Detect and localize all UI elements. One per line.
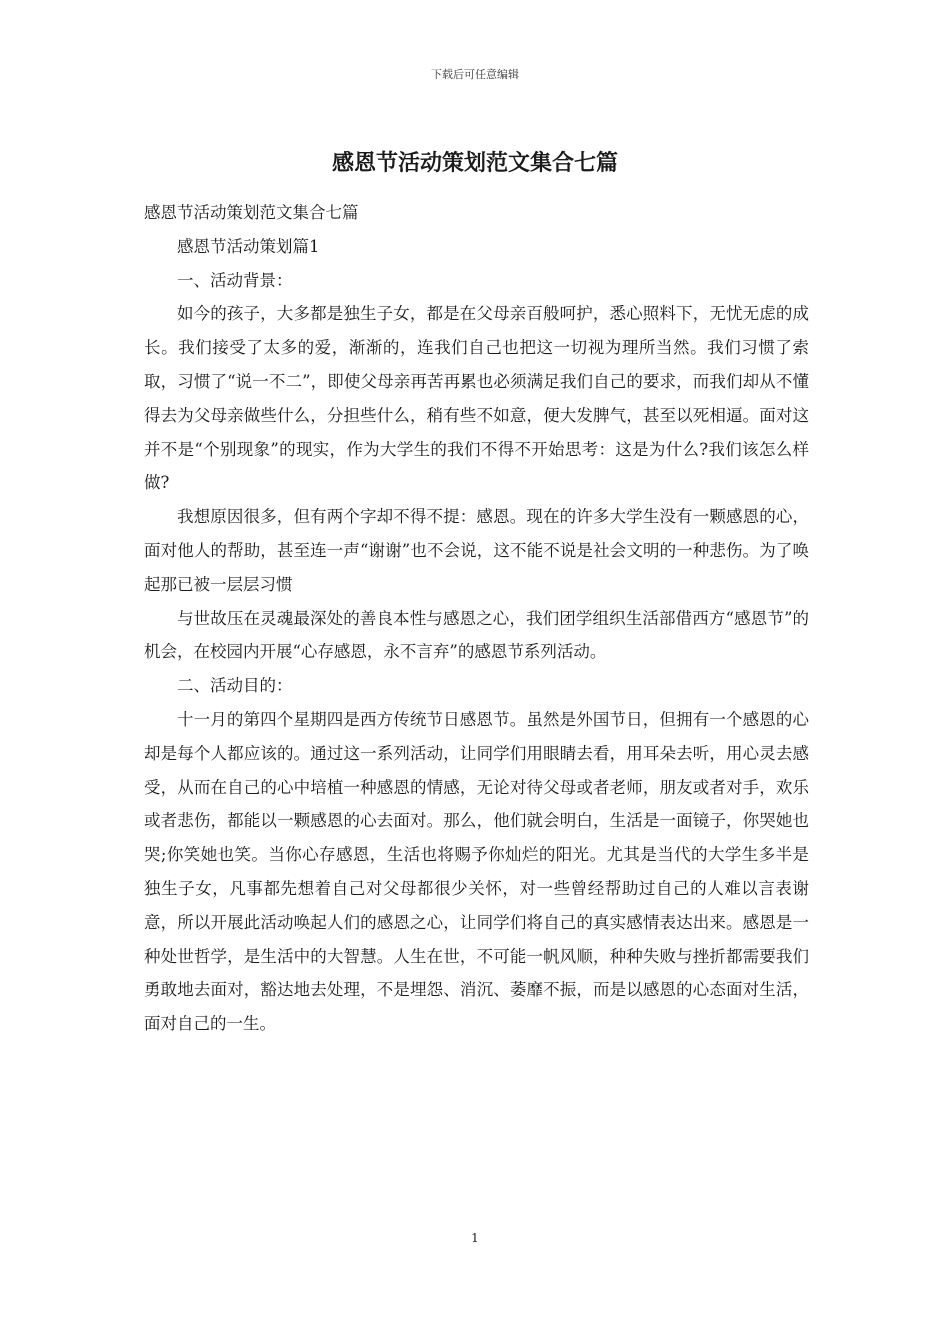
paragraph: 我想原因很多，但有两个字却不得不提：感恩。现在的许多大学生没有一颗感恩的心，面对他人的帮助，甚至连一声“谢谢”也不会说，这不能不说是社会文明的一种悲伤。为了唤起那已被一层层习惯 [144, 507, 809, 594]
document-title: 感恩节活动策划范文集合七篇 [331, 150, 618, 176]
section-heading: 一、活动背景： [177, 270, 293, 290]
page-number: 1 [471, 1231, 479, 1245]
subtitle-line: 感恩节活动策划范文集合七篇 [144, 203, 359, 222]
section-heading: 二、活动目的： [177, 676, 293, 696]
document-body [144, 196, 809, 1041]
header-note: 下载后可任意编辑 [431, 68, 519, 81]
paragraph: 如今的孩子，大多都是独生子女，都是在父母亲百般呵护，悉心照料下，无忧无虑的成长。我们接受了太多的爱，渐渐的，连我们自己也把这一切视为理所当然。我们习惯了索取，习惯了“说一不二”，即使父母亲再苦再累也必须满足我们自己的要求，而我们却从不懂得去为父母亲做些什么，分担些什么，稍有些不如意，便大发脾气，甚至以死相逼。面对这并不是“个别现象”的现实，作为大学生的我们不得不开始思考：这是为什么?我们该怎么样做? [144, 304, 809, 493]
section-heading: 感恩节活动策划篇1 [177, 236, 320, 256]
paragraph: 与世故压在灵魂最深处的善良本性与感恩之心，我们团学组织生活部借西方“感恩节”的机会，在校园内开展“心存感恩，永不言弃”的感恩节系列活动。 [144, 608, 809, 662]
paragraph: 十一月的第四个星期四是西方传统节日感恩节。虽然是外国节日，但拥有一个感恩的心却是每个人都应该的。通过这一系列活动，让同学们用眼睛去看，用耳朵去听，用心灵去感受，从而在自己的心中培植一种感恩的情感，无论对待父母或者老师，朋友或者对手，欢乐或者悲伤，都能以一颗感恩的心去面对。那么，他们就会明白，生活是一面镜子，你哭她也哭;你笑她也笑。当你心存感恩，生活也将赐予你灿烂的阳光。尤其是当代的大学生多半是独生子女，凡事都先想着自己对父母都很少关怀，对一些曾经帮助过自己的人难以言表谢意，所以开展此活动唤起人们的感恩之心，让同学们将自己的真实感情表达出来。感恩是一种处世哲学，是生活中的大智慧。人生在世，不可能一帆风顺，种种失败与挫折都需要我们勇敢地去面对，豁达地去处理，不是埋怨、消沉、萎靡不振，而是以感恩的心态面对生活，面对自己的一生。 [144, 709, 809, 1034]
